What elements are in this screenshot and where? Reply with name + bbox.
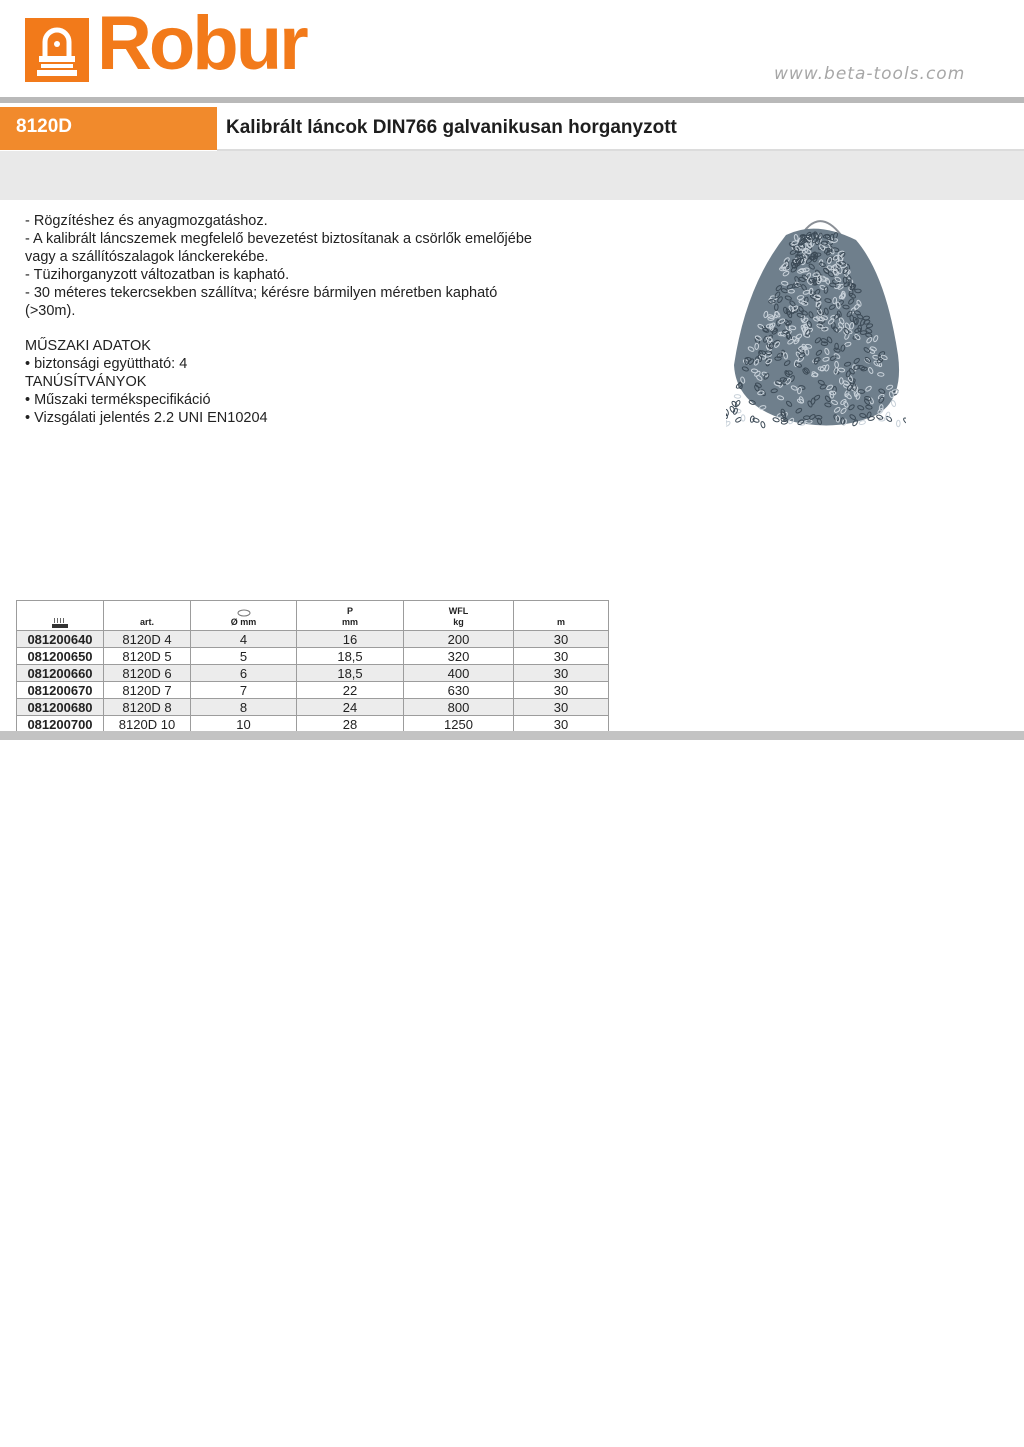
description-line: - 30 méteres tekercsekben szállítva; kérésre bármilyen méretben kapható bbox=[25, 285, 498, 301]
table-cell: 28 bbox=[297, 716, 404, 733]
certificate-item: • Vizsgálati jelentés 2.2 UNI EN10204 bbox=[25, 410, 268, 426]
table-row bbox=[17, 682, 609, 699]
table-cell: 30 bbox=[514, 716, 609, 733]
table-cell: 30 bbox=[514, 665, 609, 682]
table-header-row bbox=[17, 601, 609, 631]
col-header-unit: mm bbox=[341, 617, 358, 627]
col-header-diameter bbox=[191, 601, 297, 631]
table-cell: 22 bbox=[297, 682, 404, 699]
table-cell: 30 bbox=[514, 699, 609, 716]
table-row bbox=[17, 631, 609, 648]
table-cell: 30 bbox=[514, 648, 609, 665]
col-header-length bbox=[514, 601, 609, 631]
col-header-label: m bbox=[556, 617, 565, 627]
brand-name: Robur bbox=[97, 1, 306, 86]
table-row bbox=[17, 699, 609, 716]
table-row bbox=[17, 648, 609, 665]
table-row bbox=[17, 665, 609, 682]
cell-order-code: 081200650 bbox=[17, 648, 104, 665]
certificates-heading: TANÚSÍTVÁNYOK bbox=[25, 374, 147, 390]
cell-order-code: 081200640 bbox=[17, 631, 104, 648]
table-cell: 8120D 10 bbox=[104, 716, 191, 733]
table-cell: 8120D 7 bbox=[104, 682, 191, 699]
table-body bbox=[17, 631, 609, 733]
description-line: (>30m). bbox=[25, 303, 76, 319]
cell-order-code: 081200670 bbox=[17, 682, 104, 699]
description-line: - A kalibrált láncszemek megfelelő bevezetést biztosítanak a csörlők emelőjébe bbox=[25, 231, 532, 247]
table-cell: 30 bbox=[514, 631, 609, 648]
table-cell: 10 bbox=[191, 716, 297, 733]
table-cell: 18,5 bbox=[297, 648, 404, 665]
robur-logo bbox=[25, 1, 335, 86]
col-header-label: P bbox=[346, 606, 353, 616]
col-header-unit: kg bbox=[453, 617, 464, 627]
table-cell: 7 bbox=[191, 682, 297, 699]
table-cell: 8 bbox=[191, 699, 297, 716]
description-line: vagy a szállítószalagok lánckerekébe. bbox=[25, 249, 269, 265]
col-header-code bbox=[17, 601, 104, 631]
galvanized-chain-coil-image bbox=[726, 205, 906, 433]
product-variants-table bbox=[16, 600, 609, 733]
chain-diameter-icon bbox=[236, 609, 252, 617]
table-cell: 24 bbox=[297, 699, 404, 716]
cell-order-code: 081200680 bbox=[17, 699, 104, 716]
barcode-icon bbox=[52, 618, 68, 628]
table-cell: 1250 bbox=[404, 716, 514, 733]
header-divider bbox=[0, 97, 1024, 103]
cell-order-code: 081200660 bbox=[17, 665, 104, 682]
col-header-label: WFL bbox=[448, 606, 469, 616]
footer-divider bbox=[0, 731, 1024, 740]
col-header-pitch bbox=[297, 601, 404, 631]
website-link[interactable]: www.beta-tools.com bbox=[774, 64, 966, 84]
col-header-label: Ø mm bbox=[230, 617, 257, 627]
certificate-item: • Műszaki termékspecifikáció bbox=[25, 392, 211, 408]
table-row bbox=[17, 716, 609, 733]
product-description bbox=[25, 212, 585, 427]
table-cell: 8120D 8 bbox=[104, 699, 191, 716]
col-header-label: art. bbox=[139, 617, 154, 627]
product-code-badge bbox=[0, 107, 217, 150]
product-title: Kalibrált láncok DIN766 galvanikusan horganyzott bbox=[226, 117, 677, 138]
table-cell: 16 bbox=[297, 631, 404, 648]
table-cell: 200 bbox=[404, 631, 514, 648]
table-cell: 8120D 4 bbox=[104, 631, 191, 648]
col-header-wfl bbox=[404, 601, 514, 631]
table-cell: 400 bbox=[404, 665, 514, 682]
description-line: - Tüzihorganyzott változatban is kapható. bbox=[25, 267, 290, 283]
description-line: - Rögzítéshez és anyagmozgatáshoz. bbox=[25, 213, 268, 229]
product-code: 8120D bbox=[16, 116, 72, 137]
cell-order-code: 081200700 bbox=[17, 716, 104, 733]
table-cell: 8120D 5 bbox=[104, 648, 191, 665]
table-cell: 630 bbox=[404, 682, 514, 699]
robur-shackle-logo-icon bbox=[25, 18, 89, 82]
table-cell: 800 bbox=[404, 699, 514, 716]
table-cell: 320 bbox=[404, 648, 514, 665]
table-cell: 8120D 6 bbox=[104, 665, 191, 682]
table-cell: 4 bbox=[191, 631, 297, 648]
col-header-art bbox=[104, 601, 191, 631]
title-band bbox=[0, 151, 1024, 200]
table-cell: 30 bbox=[514, 682, 609, 699]
tech-data-heading: MŰSZAKI ADATOK bbox=[25, 338, 151, 354]
table-cell: 6 bbox=[191, 665, 297, 682]
tech-data-item: • biztonsági együttható: 4 bbox=[25, 356, 188, 372]
table-cell: 5 bbox=[191, 648, 297, 665]
table-cell: 18,5 bbox=[297, 665, 404, 682]
